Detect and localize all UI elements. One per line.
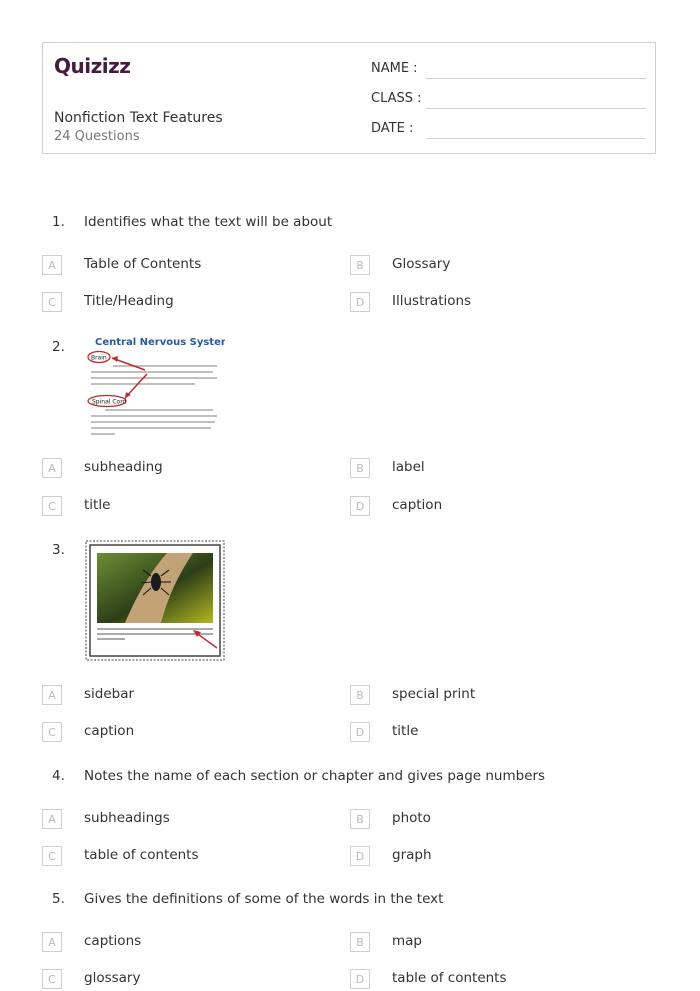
insect-photo-image (85, 540, 225, 661)
option-text: caption (84, 723, 135, 739)
question-2 (52, 339, 84, 355)
option-letter: D (350, 722, 370, 742)
brain-label: Brain (91, 354, 107, 362)
option-text: subheading (84, 459, 163, 475)
option-text: subheadings (84, 810, 170, 826)
question-5 (52, 891, 443, 907)
option-text: special print (392, 686, 476, 702)
option-text: photo (392, 810, 431, 826)
insect-photo-illustration (85, 540, 225, 661)
option-text: sidebar (84, 686, 135, 702)
date-line (426, 138, 646, 139)
option-letter: C (42, 292, 62, 312)
class-label: CLASS : (371, 91, 422, 106)
option-letter: B (350, 809, 370, 829)
option-letter: D (350, 846, 370, 866)
question-number: 5. (52, 891, 65, 907)
option-text: title (392, 723, 419, 739)
date-label: DATE : (371, 121, 414, 136)
spinal-cord-label: Spinal Cord (92, 398, 127, 406)
nervous-system-illustration (85, 332, 225, 436)
option-text: Title/Heading (84, 293, 174, 309)
option-letter: C (42, 496, 62, 516)
class-line (426, 108, 646, 109)
option-text: label (392, 459, 425, 475)
option-letter: B (350, 932, 370, 952)
option-text: map (392, 933, 422, 949)
option-text: Glossary (392, 256, 451, 272)
option-text: glossary (84, 970, 141, 986)
image-title: Central Nervous System (95, 337, 225, 348)
option-text: table of contents (84, 847, 199, 863)
question-text: Identifies what the text will be about (84, 214, 333, 230)
question-number: 4. (52, 768, 65, 784)
option-letter: A (42, 809, 62, 829)
option-text: caption (392, 497, 443, 513)
option-letter: D (350, 496, 370, 516)
option-letter: D (350, 292, 370, 312)
nervous-system-image (85, 332, 225, 436)
name-line (426, 78, 646, 79)
worksheet-title: Nonfiction Text Features (54, 110, 223, 126)
worksheet-header (42, 42, 656, 154)
question-1 (52, 214, 332, 230)
option-letter: B (350, 685, 370, 705)
question-number: 3. (52, 542, 65, 558)
question-number: 1. (52, 214, 65, 230)
option-text: graph (392, 847, 432, 863)
quizizz-logo: Quizizz (54, 54, 131, 78)
question-number: 2. (52, 339, 65, 355)
name-label: NAME : (371, 61, 418, 76)
option-letter: A (42, 255, 62, 275)
option-letter: A (42, 458, 62, 478)
question-count: 24 Questions (54, 129, 140, 144)
option-text: captions (84, 933, 142, 949)
option-letter: D (350, 969, 370, 989)
question-text: Gives the definitions of some of the words in the text (84, 891, 444, 907)
question-text: Notes the name of each section or chapter and gives page numbers (84, 768, 546, 784)
option-letter: C (42, 846, 62, 866)
option-letter: A (42, 685, 62, 705)
option-letter: B (350, 458, 370, 478)
option-letter: A (42, 932, 62, 952)
question-3 (52, 542, 84, 558)
option-letter: C (42, 722, 62, 742)
question-4 (52, 768, 545, 784)
option-letter: B (350, 255, 370, 275)
option-text: title (84, 497, 111, 513)
option-letter: C (42, 969, 62, 989)
option-text: Table of Contents (84, 256, 202, 272)
option-text: Illustrations (392, 293, 472, 309)
option-text: table of contents (392, 970, 507, 986)
